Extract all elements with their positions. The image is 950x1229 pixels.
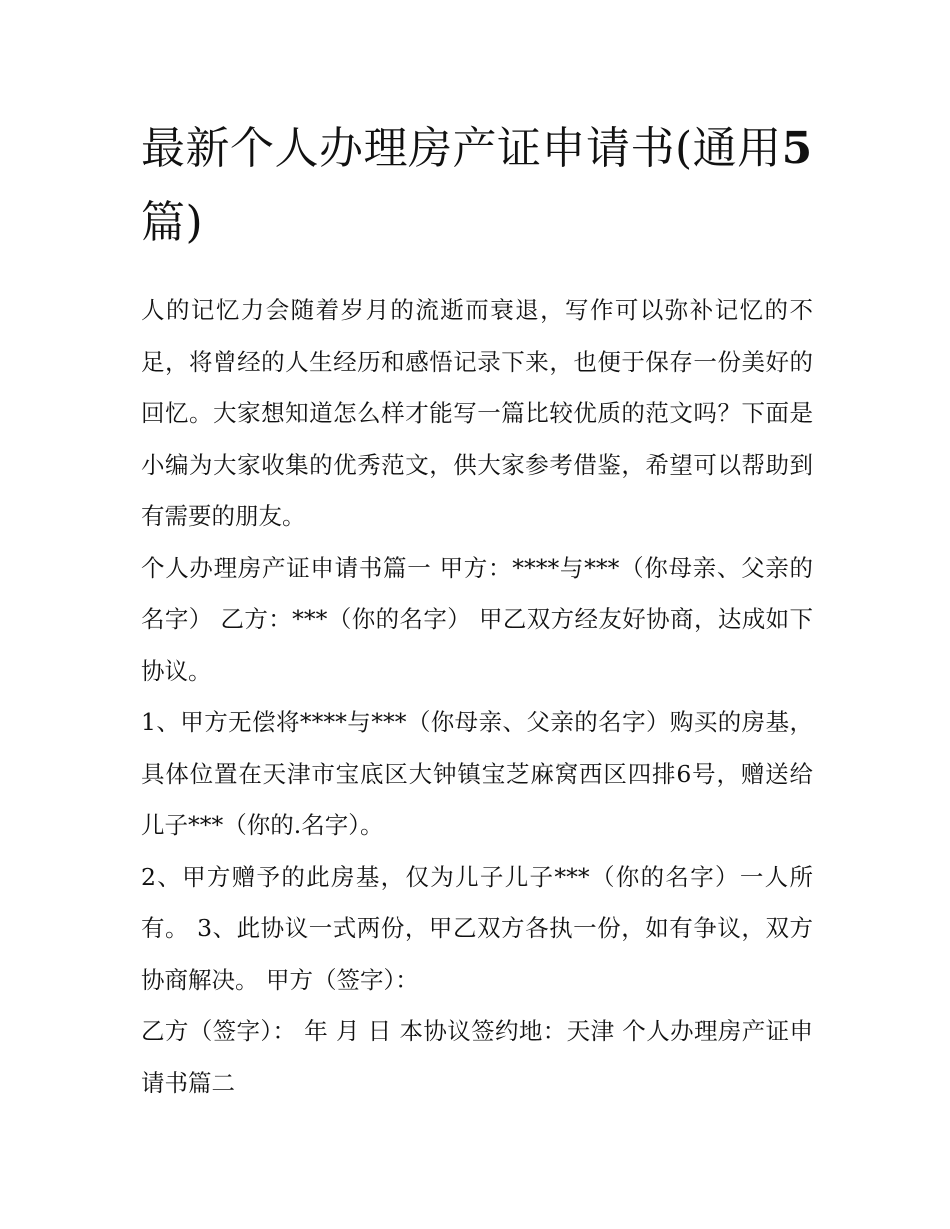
document-body: [141, 285, 813, 1109]
paragraph-clause-1: 1、甲方无偿将****与***（你母亲、父亲的名字）购买的房基，具体位置在天津市宝底区大钟镇宝芝麻窝西区四排6号，赠送给儿子***（你的.名字）。: [141, 708, 813, 839]
document-title: 最新个人办理房产证申请书(通用5篇): [141, 123, 813, 248]
paragraph-clause-2-3: 2、甲方赠予的此房基，仅为儿子儿子***（你的名字）一人所有。 3、此协议一式两份，甲乙双方各执一份，如有争议，双方协商解决。 甲方（签字）：: [141, 862, 813, 994]
paragraph-intro: 人的记忆力会随着岁月的流逝而衰退，写作可以弥补记忆的不足，将曾经的人生经历和感悟记录下来，也便于保存一份美好的回忆。大家想知道怎么样才能写一篇比较优质的范文吗？下面是小编为大家收集的优秀范文，供大家参考借鉴，希望可以帮助到有需要的朋友。: [141, 296, 813, 530]
paragraph-parties: 个人办理房产证申请书篇一 甲方：****与***（你母亲、父亲的名字） 乙方：***（你的名字） 甲乙双方经友好协商，达成如下协议。: [141, 553, 813, 685]
paragraph-signature: 乙方（签字）： 年 月 日 本协议签约地：天津 个人办理房产证申请书篇二: [141, 1017, 813, 1097]
document-content: [141, 112, 813, 1109]
